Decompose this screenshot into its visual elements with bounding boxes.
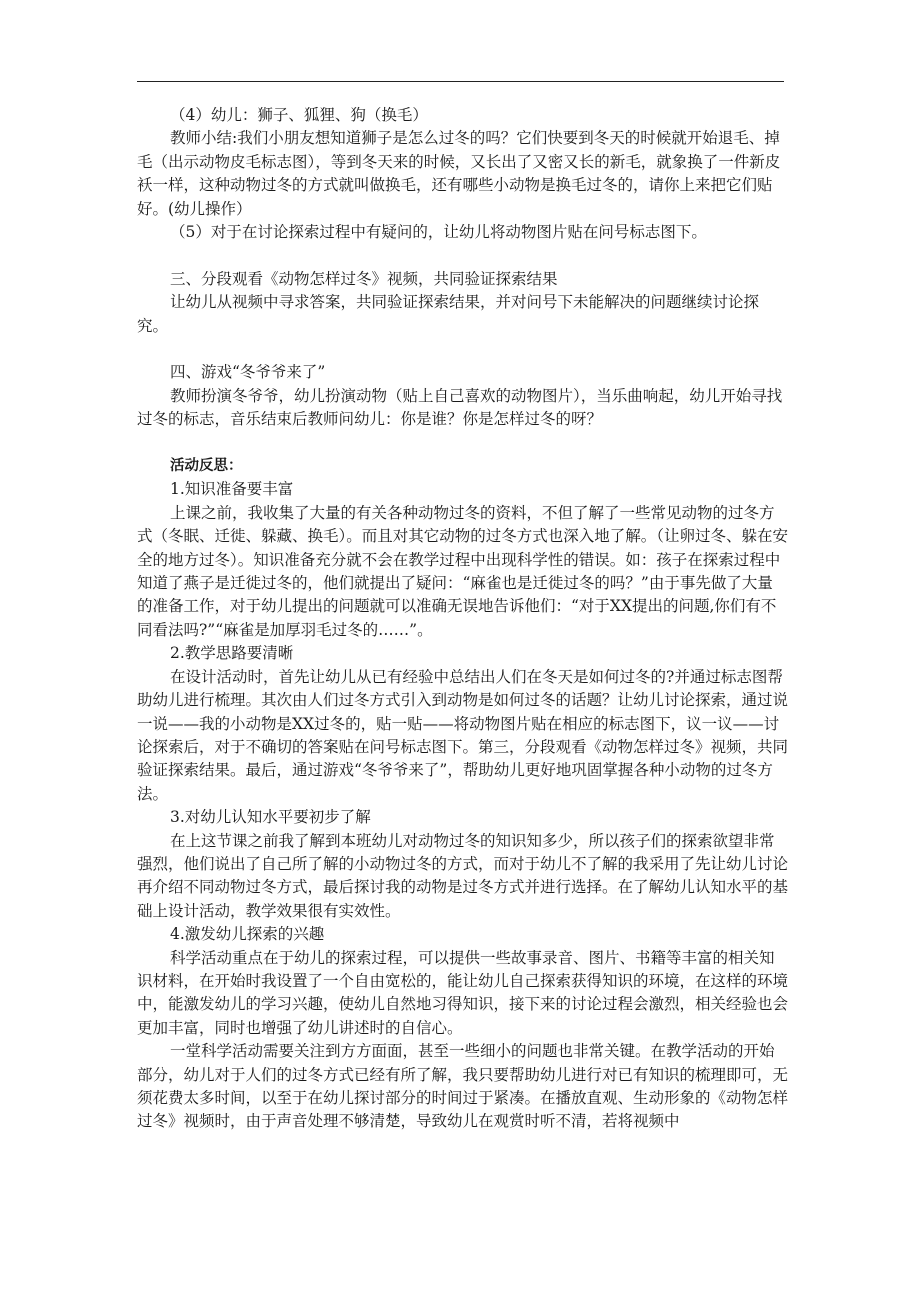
reflection-paragraph-2: 在设计活动时，首先让幼儿从已有经验中总结出人们在冬天是如何过冬的?并通过标志图帮助幼儿进行梳理。其次由人们过冬方式引入到动物是如何过冬的话题？让幼儿讨论探索，通过说一说——我的小动物是XX过冬的，贴一贴——将动物图片贴在相应的标志图下，议一议——讨论探索后，对于不确切的答案贴在问号标志图下。第三，分段观看《动物怎样过冬》视频，共同验证探索结果。最后，通过游戏“冬爷爷来了”，帮助幼儿更好地巩固掌握各种小动物的过冬方法。 [137,667,789,803]
reflection-subheading-1: 1.知识准备要丰富 [170,480,294,499]
reflection-paragraph-1: 上课之前，我收集了大量的有关各种动物过冬的资料，不但了解了一些常见动物的过冬方式（冬眠、迁徙、躲藏、换毛）。而且对其它动物的过冬方式也深入地了解。（让卵过冬、躲在安全的地方过冬）。知识准备充分就不会在教学过程中出现科学性的错误。如：孩子在探索过程中知道了燕子是迁徙过冬的，他们就提出了疑问：“麻雀也是迁徙过冬的吗？”由于事先做了大量的准备工作，对于幼儿提出的问题就可以准确无误地告诉他们：“对于XX提出的问题,你们有不同看法吗?”“麻雀是加厚羽毛过冬的……”。 [137,503,789,639]
document-body [137,104,788,1134]
header-rule [137,81,784,82]
reflection-subheading-4: 4.激发幼儿探索的兴趣 [170,925,325,944]
paragraph-section-3: 让幼儿从视频中寻求答案，共同验证探索结果，并对问号下未能解决的问题继续讨论探究。 [137,293,760,335]
paragraph-section-4: 教师扮演冬爷爷，幼儿扮演动物（贴上自己喜欢的动物图片），当乐曲响起，幼儿开始寻找过冬的标志，音乐结束后教师问幼儿：你是谁？你是怎样过冬的呀？ [137,386,783,429]
reflection-paragraph-4: 科学活动重点在于幼儿的探索过程，可以提供一些故事录音、图片、书籍等丰富的相关知识材料，在开始时我设置了一个自由宽松的，能让幼儿自己探索获得知识的环境，在这样的环境中，能激发幼儿的学习兴趣，使幼儿自然地习得知识，接下来的讨论过程会激烈，相关经验也会更加丰富，同时也增强了幼儿讲述时的自信心。 [137,948,789,1037]
section-heading-4: 四、游戏“冬爷爷来了” [170,363,326,382]
section-heading-3: 三、分段观看《动物怎样过冬》视频，共同验证探索结果 [170,269,558,288]
reflection-paragraph-5: 一堂科学活动需要关注到方方面面，甚至一些细小的问题也非常关键。在教学活动的开始部分，幼儿对于人们的过冬方式已经有所了解，我只要帮助幼儿进行对已有知识的梳理即可，无须花费太多时间，以至于在幼儿探讨部分的时间过于紧凑。在播放直观、生动形象的《动物怎样过冬》视频时，由于声音处理不够清楚，导致幼儿在观赏时听不清，若将视频中 [137,1042,789,1131]
reflection-heading: 活动反思： [170,458,243,475]
spacer [137,432,788,455]
spacer [137,244,788,267]
paragraph-teacher-summary: 教师小结:我们小朋友想知道狮子是怎么过冬的吗？它们快要到冬天的时候就开始退毛、掉毛（出示动物皮毛标志图），等到冬天来的时候，又长出了又密又长的新毛，就象换了一件新皮袄一样，这种动物过冬的方式就叫做换毛，还有哪些小动物是换毛过冬的，请你上来把它们贴好。(幼儿操作） [137,129,781,218]
reflection-subheading-2: 2.教学思路要清晰 [170,644,294,663]
reflection-paragraph-3: 在上这节课之前我了解到本班幼儿对动物过冬的知识知多少，所以孩子们的探索欲望非常强烈，他们说出了自己所了解的小动物过冬的方式，而对于幼儿不了解的我采用了先让幼儿讨论再介绍不同动物过冬方式，最后探讨我的动物是过冬方式并进行选择。在了解幼儿认知水平的基础上设计活动，教学效果很有实效性。 [137,831,789,920]
spacer [137,338,788,361]
reflection-subheading-3: 3.对幼儿认知水平要初步了解 [170,808,371,827]
paragraph-step-5: （5）对于在讨论探索过程中有疑问的，让幼儿将动物图片贴在问号标志图下。 [170,223,707,242]
paragraph-step-4: （4）幼儿：狮子、狐狸、狗（换毛） [170,106,428,124]
